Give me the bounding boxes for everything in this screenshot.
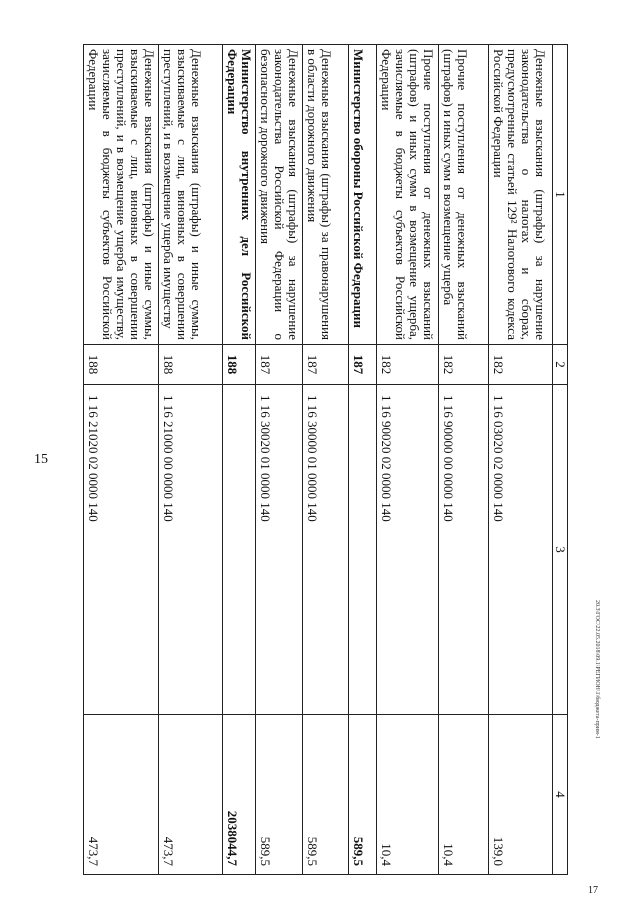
table-row [159, 45, 223, 875]
row-description: Денежные взыскания (штрафы) и иные суммы, взыскиваемые с лиц, виновных в совершении преступлений, и в возмещение ущерба имуществу [159, 45, 223, 345]
row-amount: 589,5 [256, 715, 303, 875]
row-amount: 10,4 [377, 715, 439, 875]
row-amount: 2038044,7 [223, 715, 256, 875]
row-admin-code: 187 [303, 345, 349, 385]
header-col-1: 1 [553, 45, 568, 345]
document-code: 20.3\ГОС\22.05.2018\09.1\РЕГИОН\1\бюджета-прим-1 [594, 600, 600, 739]
row-amount: 10,4 [439, 715, 489, 875]
row-admin-code: 188 [223, 345, 256, 385]
row-budget-code: 1 16 90020 02 0000 140 [377, 385, 439, 715]
row-admin-code: 188 [159, 345, 223, 385]
row-admin-code: 187 [349, 345, 377, 385]
table-row [439, 45, 489, 875]
row-budget-code: 1 16 30020 01 0000 140 [256, 385, 303, 715]
table-row [84, 45, 159, 875]
row-admin-code: 182 [377, 345, 439, 385]
page-number: 15 [34, 452, 48, 467]
row-description: Денежные взыскания (штрафы) за нарушение законодательства Российской Федерации о безопасности дорожного движения [256, 45, 303, 345]
row-budget-code: 1 16 90000 00 0000 140 [439, 385, 489, 715]
row-description: Министерство обороны Российской Федерации [349, 45, 377, 345]
row-budget-code: 1 16 30000 01 0000 140 [303, 385, 349, 715]
row-budget-code: 1 16 21000 00 0000 140 [159, 385, 223, 715]
table-row [303, 45, 349, 875]
table-header-row [553, 45, 568, 875]
row-budget-code [223, 385, 256, 715]
row-amount: 473,7 [159, 715, 223, 875]
row-description: Денежные взыскания (штрафы) и иные суммы, взыскиваемые с лиц, виновных в совершении преступлений, и в возмещение ущерба имуществу, зачисляемые в бюджеты субъектов Российской Федерации [84, 45, 159, 345]
row-admin-code: 182 [439, 345, 489, 385]
corner-page-number: 17 [588, 885, 598, 896]
header-col-3: 3 [553, 385, 568, 715]
row-budget-code: 1 16 21020 02 0000 140 [84, 385, 159, 715]
row-amount: 139,0 [489, 715, 553, 875]
row-admin-code: 182 [489, 345, 553, 385]
table-row [489, 45, 553, 875]
row-budget-code: 1 16 03020 02 0000 140 [489, 385, 553, 715]
row-budget-code [349, 385, 377, 715]
row-admin-code: 188 [84, 345, 159, 385]
table-row [377, 45, 439, 875]
row-description: Денежные взыскания (штрафы) за нарушение законодательства о налогах и сборах, предусмотренные статьей 129² Налогового кодекса Российской Федерации [489, 45, 553, 345]
row-description: Денежные взыскания (штрафы) за правонарушения в области дорожного движения [303, 45, 349, 345]
row-amount: 589,5 [349, 715, 377, 875]
table-row-section [223, 45, 256, 875]
header-col-4: 4 [553, 715, 568, 875]
table-row [256, 45, 303, 875]
row-description: Прочие поступления от денежных взысканий (штрафов) и иных сумм в возмещение ущерба [439, 45, 489, 345]
table-row-section [349, 45, 377, 875]
row-admin-code: 187 [256, 345, 303, 385]
row-amount: 589,5 [303, 715, 349, 875]
row-description: Министерство внутренних дел Российской Федерации [223, 45, 256, 345]
rotated-table-container [86, 44, 568, 874]
revenue-table [83, 44, 568, 875]
header-col-2: 2 [553, 345, 568, 385]
row-amount: 473,7 [84, 715, 159, 875]
row-description: Прочие поступления от денежных взысканий (штрафов) и иных сумм в возмещение ущерба, зачисляемые в бюджеты субъектов Российской Федерации [377, 45, 439, 345]
